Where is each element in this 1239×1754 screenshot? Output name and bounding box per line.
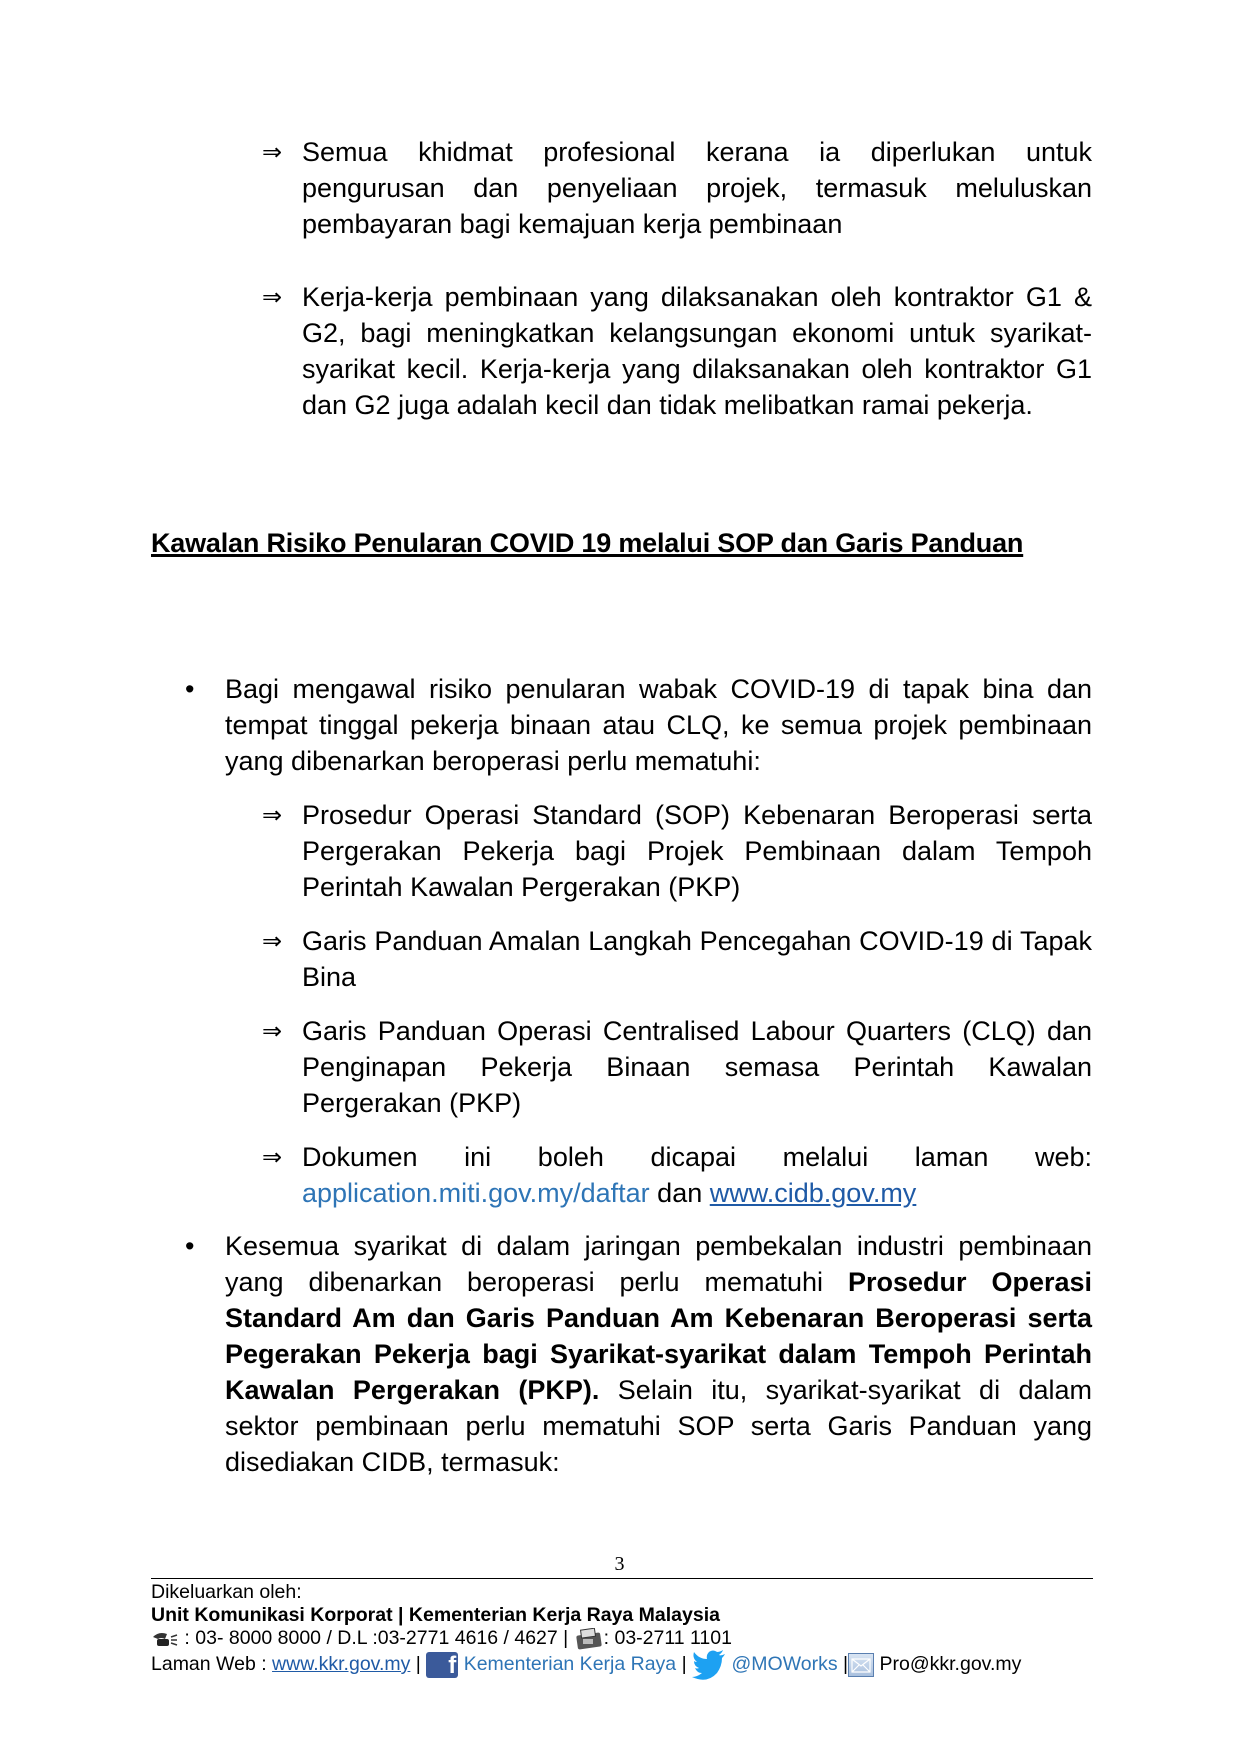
footer-org: Unit Komunikasi Korporat | Kementerian Kerja Raya Malaysia (151, 1604, 720, 1626)
sublist-item-text: Semua khidmat profesional kerana ia diperlukan untuk pengurusan dan penyeliaan projek, termasuk meluluskan pembayaran bagi kemajuan kerja pembinaan (302, 137, 1092, 239)
footer-issued-by: Dikeluarkan oleh: (151, 1581, 302, 1603)
bullet-text: Bagi mengawal risiko penularan wabak COVID-19 di tapak bina dan tempat tinggal pekerja binaan atau CLQ, ke semua projek pembinaan yang dibenarkan beroperasi perlu mematuhi: (225, 674, 1092, 776)
sublist-item-text: Prosedur Operasi Standard (SOP) Kebenaran Beroperasi serta Pergerakan Pekerja bagi Projek Pembinaan dalam Tempoh Perintah Kawalan Pergerakan (PKP) (302, 800, 1092, 902)
bullet-item (185, 671, 1092, 781)
footer (151, 1581, 1111, 1680)
miti-link[interactable]: application.miti.gov.my/daftar (302, 1178, 650, 1208)
sublist-item (262, 1013, 1092, 1123)
sublist-item-documents (262, 1139, 1092, 1211)
twitter-icon (692, 1650, 726, 1680)
email-address[interactable]: Pro@kkr.gov.my (879, 1653, 1022, 1676)
footer-web-line: Laman Web : www.kkr.gov.my | f Kementerian Kerja Raya | @MOWorks | Pro@kkr.gov.my (151, 1652, 1022, 1678)
conjunction: dan (657, 1178, 703, 1208)
section-heading: Kawalan Risiko Penularan COVID 19 melalui SOP dan Garis Panduan (151, 528, 1024, 558)
arrow-icon: ⇒ (262, 283, 283, 311)
cidb-link[interactable]: www.cidb.gov.my (709, 1178, 917, 1208)
footer-contact-line (151, 1627, 1111, 1650)
separator: | (676, 1653, 693, 1676)
twitter-link[interactable]: @MOWorks (731, 1653, 838, 1676)
arrow-icon: ⇒ (262, 1143, 283, 1171)
kkr-web-link[interactable]: www.kkr.gov.my (272, 1653, 411, 1676)
sublist-item-text: Garis Panduan Amalan Langkah Pencegahan COVID-19 di Tapak Bina (302, 926, 1092, 992)
web-label: Laman Web : (151, 1653, 273, 1676)
sublist-item-text: Kerja-kerja pembinaan yang dilaksanakan oleh kontraktor G1 & G2, bagi meningkatkan kelangsungan ekonomi untuk syarikat-syarikat kecil. Kerja-kerja yang dilaksanakan oleh kontraktor G1 dan G2 juga adalah kecil dan tidak melibatkan ramai pekerja. (302, 282, 1092, 420)
bullet-text-bold: Prosedur Operasi Standard Am dan Garis Panduan Am Kebenaran Beroperasi serta Pegerakan Pekerja bagi Syarikat-syarikat dalam Tempoh Perintah Kawalan Pergerakan (PKP). (225, 1267, 1093, 1405)
arrow-icon: ⇒ (262, 1017, 283, 1045)
page-number: 3 (614, 1553, 625, 1575)
doc-prefix: Dokumen ini boleh dicapai melalui laman web: (302, 1142, 1092, 1172)
bullet-icon: • (185, 674, 195, 704)
facebook-link[interactable]: Kementerian Kerja Raya (463, 1653, 677, 1676)
separator: | (410, 1653, 427, 1676)
arrow-icon: ⇒ (262, 801, 283, 829)
bullet-item (185, 1228, 1092, 1488)
phone-icon (151, 1631, 179, 1647)
sublist-item (262, 134, 1092, 244)
sublist-item (262, 797, 1092, 907)
sublist-item (262, 923, 1092, 995)
facebook-icon: f (426, 1652, 458, 1678)
arrow-icon: ⇒ (262, 927, 283, 955)
fax-number: : 03-2711 1101 (603, 1627, 732, 1649)
sublist-item (262, 279, 1092, 459)
bullet-text-after: Selain itu, syarikat-syarikat di dalam sektor pembinaan perlu mematuhi SOP serta Garis Panduan yang disediakan CIDB, termasuk: (225, 1375, 1092, 1477)
email-icon (848, 1653, 874, 1677)
footer-divider (151, 1578, 1093, 1579)
phone-numbers: : 03- 8000 8000 / D.L :03-2771 4616 / 4627 | (179, 1627, 574, 1649)
fax-icon (574, 1628, 604, 1650)
bullet-text: Kesemua syarikat di dalam jaringan pembekalan industri pembinaan yang dibenarkan beroperasi perlu mematuhi (225, 1231, 1092, 1297)
bullet-icon: • (185, 1231, 195, 1261)
sublist-item-text: Garis Panduan Operasi Centralised Labour Quarters (CLQ) dan Penginapan Pekerja Binaan semasa Perintah Kawalan Pergerakan (PKP) (302, 1016, 1092, 1118)
arrow-icon: ⇒ (262, 138, 283, 166)
